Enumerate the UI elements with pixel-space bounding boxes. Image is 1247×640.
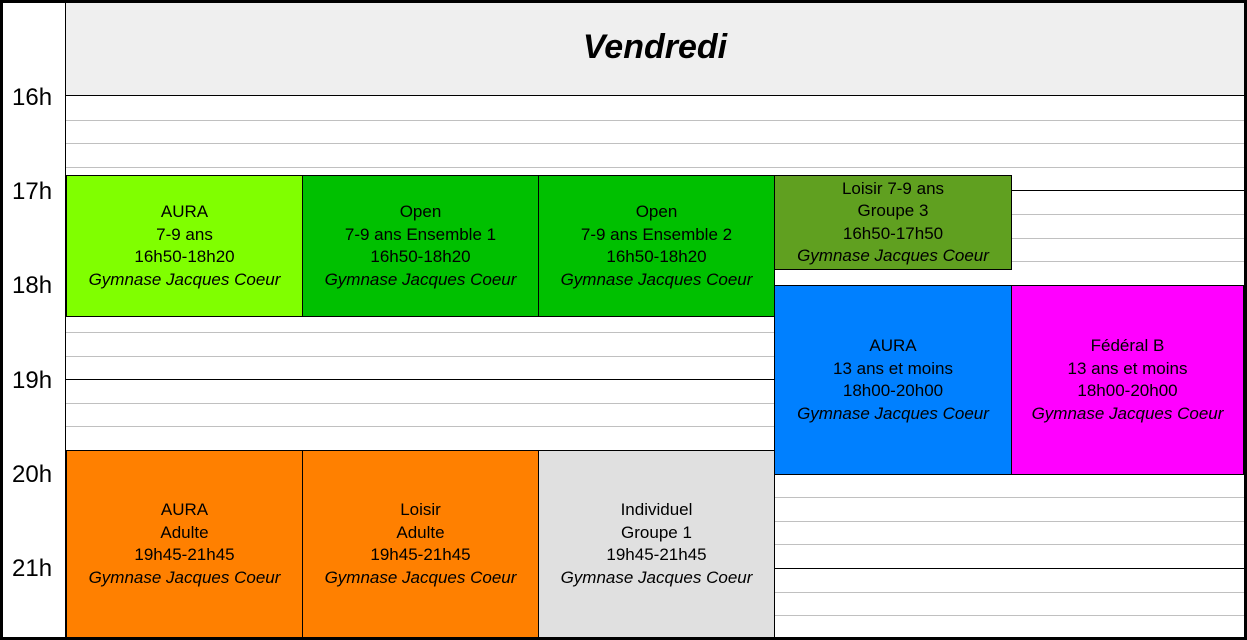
event-aura-adulte[interactable] bbox=[66, 450, 303, 638]
event-open-ensemble-1[interactable] bbox=[302, 175, 539, 317]
event-time: 16h50-18h20 bbox=[606, 247, 707, 266]
event-group: 13 ans et moins bbox=[1067, 358, 1188, 378]
event-location: Gymnase Jacques Coeur bbox=[88, 269, 281, 289]
event-location: Gymnase Jacques Coeur bbox=[797, 246, 989, 265]
event-location: Gymnase Jacques Coeur bbox=[88, 567, 281, 587]
time-label-18h: 18h bbox=[12, 272, 53, 299]
grid-line bbox=[66, 143, 1244, 144]
event-time: 16h50-18h20 bbox=[370, 247, 471, 266]
event-aura-7-9[interactable] bbox=[66, 175, 303, 317]
event-title: Loisir bbox=[400, 500, 441, 519]
event-aura-13-ans[interactable] bbox=[774, 285, 1012, 475]
event-group: Groupe 1 bbox=[621, 522, 692, 542]
event-group: 7-9 ans bbox=[156, 224, 213, 244]
event-federal-b[interactable] bbox=[1011, 285, 1244, 475]
event-group: 7-9 ans Ensemble 2 bbox=[580, 224, 733, 244]
time-label-20h: 20h bbox=[12, 461, 53, 488]
event-title: Open bbox=[635, 202, 678, 221]
event-time: 18h00-20h00 bbox=[1077, 381, 1178, 400]
event-group: Groupe 3 bbox=[857, 201, 929, 220]
event-title: Loisir 7-9 ans bbox=[841, 178, 945, 198]
event-time: 19h45-21h45 bbox=[134, 545, 235, 564]
event-title: Open bbox=[399, 202, 442, 221]
event-title: Individuel bbox=[620, 500, 693, 519]
event-group: Adulte bbox=[396, 522, 445, 542]
day-title: Vendredi bbox=[582, 27, 728, 66]
event-location: Gymnase Jacques Coeur bbox=[1031, 403, 1224, 423]
time-label-21h: 21h bbox=[12, 555, 53, 582]
event-group: Adulte bbox=[160, 522, 209, 542]
event-title: Fédéral B bbox=[1090, 336, 1165, 355]
event-open-ensemble-2[interactable] bbox=[538, 175, 775, 317]
event-title: AURA bbox=[160, 500, 209, 519]
event-group: 13 ans et moins bbox=[832, 358, 953, 378]
grid-line bbox=[66, 167, 1244, 168]
grid-line bbox=[66, 120, 1244, 121]
event-location: Gymnase Jacques Coeur bbox=[797, 403, 989, 423]
day-header bbox=[66, 3, 1244, 96]
event-time: 19h45-21h45 bbox=[370, 545, 471, 564]
event-location: Gymnase Jacques Coeur bbox=[324, 567, 517, 587]
event-time: 19h45-21h45 bbox=[606, 545, 707, 564]
time-label-19h: 19h bbox=[12, 367, 53, 394]
event-time: 16h50-17h50 bbox=[842, 223, 944, 243]
event-title: AURA bbox=[160, 202, 209, 221]
event-title: AURA bbox=[869, 336, 917, 355]
event-location: Gymnase Jacques Coeur bbox=[560, 567, 753, 587]
event-time: 16h50-18h20 bbox=[134, 247, 235, 266]
event-location: Gymnase Jacques Coeur bbox=[560, 269, 753, 289]
time-label-16h: 16h bbox=[12, 84, 53, 111]
time-label-17h: 17h bbox=[12, 178, 53, 205]
event-group: 7-9 ans Ensemble 1 bbox=[344, 224, 497, 244]
event-loisir-adulte[interactable] bbox=[302, 450, 539, 638]
event-individuel-groupe-1[interactable] bbox=[538, 450, 775, 638]
event-loisir-7-9-groupe-3[interactable] bbox=[774, 175, 1012, 270]
event-time: 18h00-20h00 bbox=[842, 381, 944, 400]
event-location: Gymnase Jacques Coeur bbox=[324, 269, 517, 289]
